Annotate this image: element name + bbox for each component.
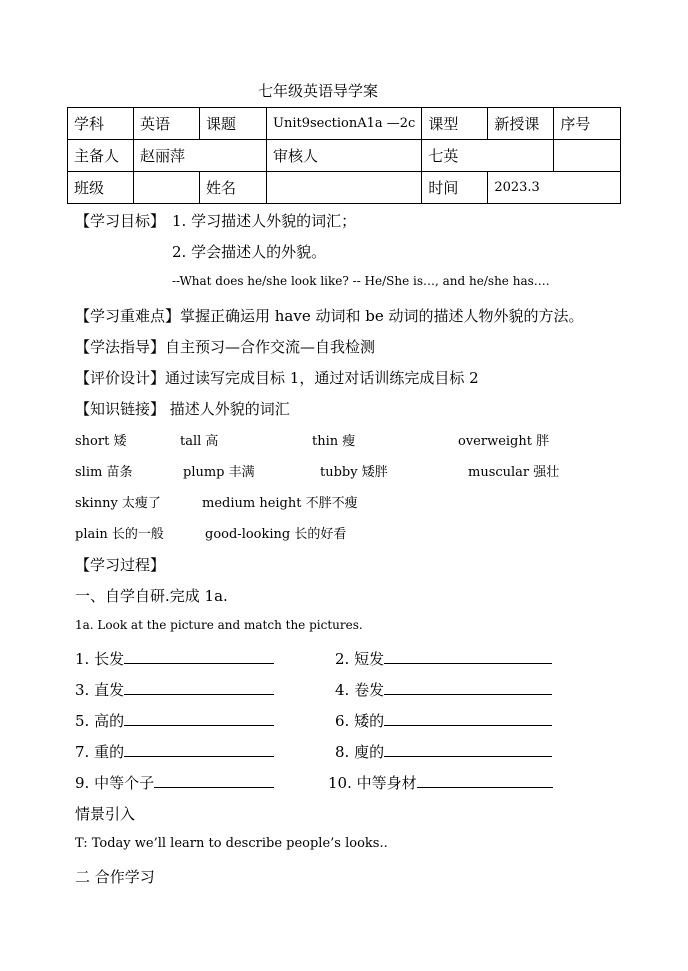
match-blank-10[interactable] [417,773,553,788]
objective-dialog: --What does he/she look like? -- He/She is…, and he/she has…. [172,274,550,288]
class-value [134,172,200,204]
vocab-overweight: overweight 胖 [458,434,550,449]
serial-value [554,140,621,172]
lesson-type-label: 课型 [422,108,488,140]
match-label-1: 1. 长发 [75,650,125,668]
header-row-1 [68,108,621,140]
vocab-plump: plump 丰满 [183,465,255,480]
vocab-good-looking: good-looking 长的好看 [205,527,347,542]
subject-value: 英语 [134,108,200,140]
match-item-5 [75,710,274,731]
serial-label: 序号 [554,108,621,140]
match-label-2: 2. 短发 [335,650,385,668]
reviewer-label: 审核人 [267,140,422,172]
match-item-3 [75,679,274,700]
objective-2: 2. 学会描述人的外貌。 [172,243,327,261]
evaluation-design: 【评价设计】通过读写完成目标 1，通过对话训练完成目标 2 [75,369,479,387]
objective-1: 1. 学习描述人外貌的词汇； [172,212,357,230]
header-table [67,107,621,204]
class-label: 班级 [68,172,134,204]
vocab-tubby: tubby 矮胖 [320,465,388,480]
match-item-10 [328,772,553,793]
match-blank-9[interactable] [154,773,274,788]
date-value: 2023.3 [488,172,621,204]
match-item-9 [75,772,274,793]
vocab-medium-height: medium height 不胖不瘦 [202,496,358,511]
subject-label: 学科 [68,108,134,140]
match-blank-2[interactable] [384,649,552,664]
objectives-label: 【学习目标】 [75,212,166,230]
header-row-2 [68,140,621,172]
section-1-heading: 一、自学自研.完成 1a. [75,587,228,605]
vocab-tall: tall 高 [180,434,219,449]
match-label-6: 6. 矮的 [335,712,385,730]
process-heading: 【学习过程】 [75,556,166,574]
name-label: 姓名 [200,172,267,204]
match-item-7 [75,741,274,762]
teacher-line: T: Today we’ll learn to describe people’s looks.. [75,836,388,851]
page-title: 七年级英语导学案 [258,82,379,100]
match-item-2 [335,648,552,669]
knowledge-link: 【知识链接】 描述人外貌的词汇 [75,400,290,418]
match-label-3: 3. 直发 [75,681,125,699]
match-item-6 [335,710,552,731]
vocab-slim: slim 苗条 [75,465,133,480]
match-blank-8[interactable] [384,742,552,757]
match-blank-3[interactable] [124,680,274,695]
vocab-short: short 矮 [75,434,127,449]
vocab-plain: plain 长的一般 [75,527,164,542]
match-blank-5[interactable] [124,711,274,726]
match-label-5: 5. 高的 [75,712,125,730]
header-row-3 [68,172,621,204]
scene-intro: 情景引入 [75,805,136,823]
topic-value: Unit9sectionA1a —2c [267,108,422,140]
match-item-1 [75,648,274,669]
vocab-muscular: muscular 强壮 [468,465,560,480]
lesson-type-value: 新授课 [488,108,554,140]
vocab-thin: thin 瘦 [312,434,356,449]
name-value [267,172,422,204]
preparer-value: 赵丽萍 [134,140,267,172]
topic-label: 课题 [200,108,267,140]
match-label-10: 10. 中等身材 [328,774,417,792]
match-label-9: 9. 中等个子 [75,774,155,792]
match-label-4: 4. 卷发 [335,681,385,699]
section-2-heading: 二 合作学习 [75,868,155,886]
match-blank-7[interactable] [124,742,274,757]
match-blank-6[interactable] [384,711,552,726]
learning-method: 【学法指导】自主预习—合作交流—自我检测 [75,338,376,356]
preparer-label: 主备人 [68,140,134,172]
vocab-skinny: skinny 太瘦了 [75,496,161,511]
match-label-7: 7. 重的 [75,743,125,761]
match-item-8 [335,741,552,762]
key-points: 【学习重难点】掌握正确运用 have 动词和 be 动词的描述人物外貌的方法。 [75,307,584,325]
match-label-8: 8. 廋的 [335,743,385,761]
reviewer-value: 七英 [422,140,554,172]
match-blank-1[interactable] [124,649,274,664]
instruction-1a: 1a. Look at the picture and match the pictures. [75,618,363,632]
match-item-4 [335,679,552,700]
match-blank-4[interactable] [384,680,552,695]
date-label: 时间 [422,172,488,204]
